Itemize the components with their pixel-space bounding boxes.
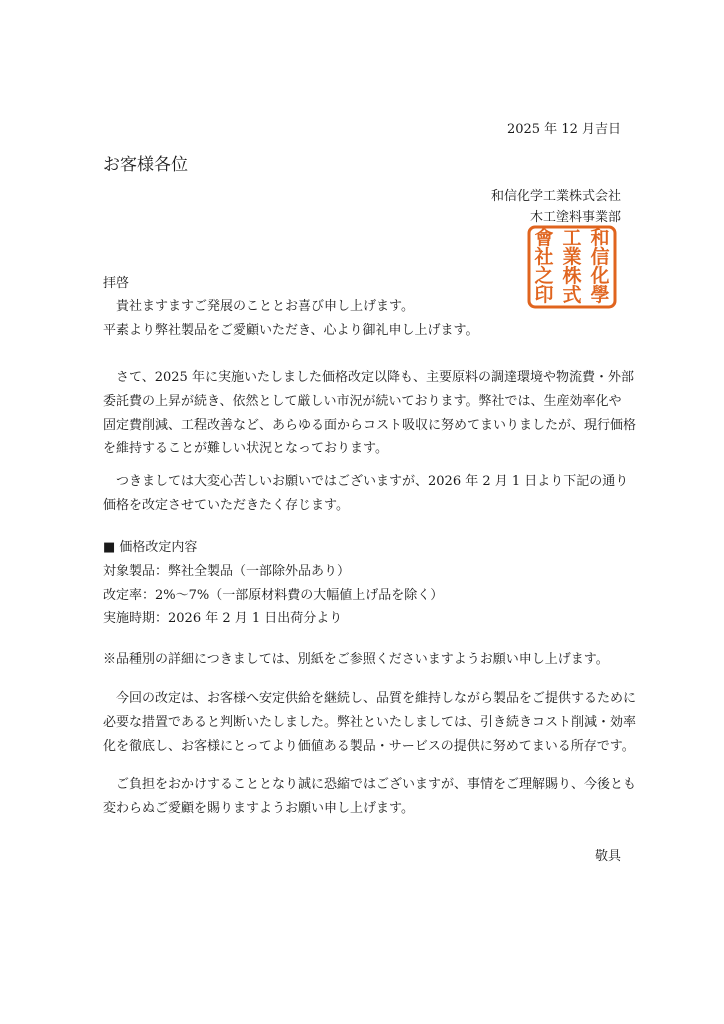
reason-line: を維持することが難しい状況となっております。	[103, 441, 388, 457]
opening-word: 拝啓	[103, 276, 130, 291]
sender-department: 木工塗料事業部	[529, 210, 621, 225]
reason-paragraph	[103, 366, 637, 461]
seal-character: 印	[534, 284, 554, 306]
seal-character: 工	[562, 227, 582, 249]
closing-request-line: ご負担をおかけすることとなり誠に恐縮ではございますが、事情をご理解賜り、今後とも	[116, 777, 637, 792]
seal-character: 株	[562, 265, 582, 287]
reason-line: 委託費の上昇が続き、依然として厳しい市況が続いております。弊社では、生産効率化や	[103, 393, 622, 409]
closing-request-line: 変わらぬご愛顧を賜りますようお願い申し上げます。	[103, 800, 414, 816]
note-line: ※品種別の詳細につきましては、別紙をご参照くださいますようお願い申し上げます。	[103, 652, 609, 667]
seal-character: 會	[534, 227, 554, 249]
details-item: 改定率：2%～7%（一部原材料費の大幅値上げ品を除く）	[103, 587, 444, 603]
details-heading: ■ 価格改定内容	[103, 540, 198, 555]
seal-character: 式	[562, 284, 582, 306]
seal-character: 學	[590, 284, 610, 306]
seal-character: 信	[590, 246, 610, 268]
greeting-paragraph	[103, 295, 623, 343]
sender-company: 和信化学工業株式会社	[490, 189, 621, 204]
closing-word: 敬具	[594, 849, 621, 864]
seal-glyphs	[533, 226, 609, 306]
seal-character: 社	[534, 246, 554, 268]
seal-character: 化	[590, 265, 610, 287]
details-item: 実施時期：2026 年 2 月 1 日出荷分より	[103, 611, 343, 627]
reason-line: さて、2025 年に実施いたしました価格改定以降も、主要原料の調達環境や物流費・外部	[116, 370, 634, 385]
reason-line: 固定費削減、工程改善など、あらゆる面からコスト吸収に努めてまいりましたが、現行価格	[103, 417, 637, 433]
note-paragraph	[103, 648, 623, 672]
details-block	[103, 536, 623, 631]
request-line: 価格を改定させていただきたく存じます。	[103, 497, 349, 513]
salutation: お客様各位	[103, 155, 188, 175]
seal-character: 之	[534, 265, 554, 287]
request-line: つきましては大変心苦しいお願いではございますが、2026 年 2 月 1 日より下記の通り	[116, 474, 629, 489]
seal-character: 業	[562, 246, 582, 268]
purpose-line: 化を徹底し、お客様にとってより価値ある製品・サービスの提供に努めてまいる所存です。	[103, 738, 635, 754]
closing-request-paragraph	[103, 773, 637, 821]
details-item: 対象製品：弊社全製品（一部除外品あり）	[103, 563, 351, 579]
purpose-paragraph	[103, 687, 637, 758]
purpose-line: 今回の改定は、お客様へ安定供給を継続し、品質を維持しながら製品をご提供するために	[116, 691, 637, 706]
greeting-line: 平素より弊社製品をご愛顧いただき、心より御礼申し上げます。	[103, 322, 479, 338]
seal-character: 和	[590, 227, 610, 249]
greeting-line: 貴社ますますご発展のこととお喜び申し上げます。	[116, 299, 414, 314]
request-paragraph	[103, 470, 629, 518]
letter-date: 2025 年 12 月吉日	[506, 122, 621, 137]
purpose-line: 必要な措置であると判断いたしました。弊社といたしましては、引き続きコスト削減・効率	[103, 714, 637, 730]
